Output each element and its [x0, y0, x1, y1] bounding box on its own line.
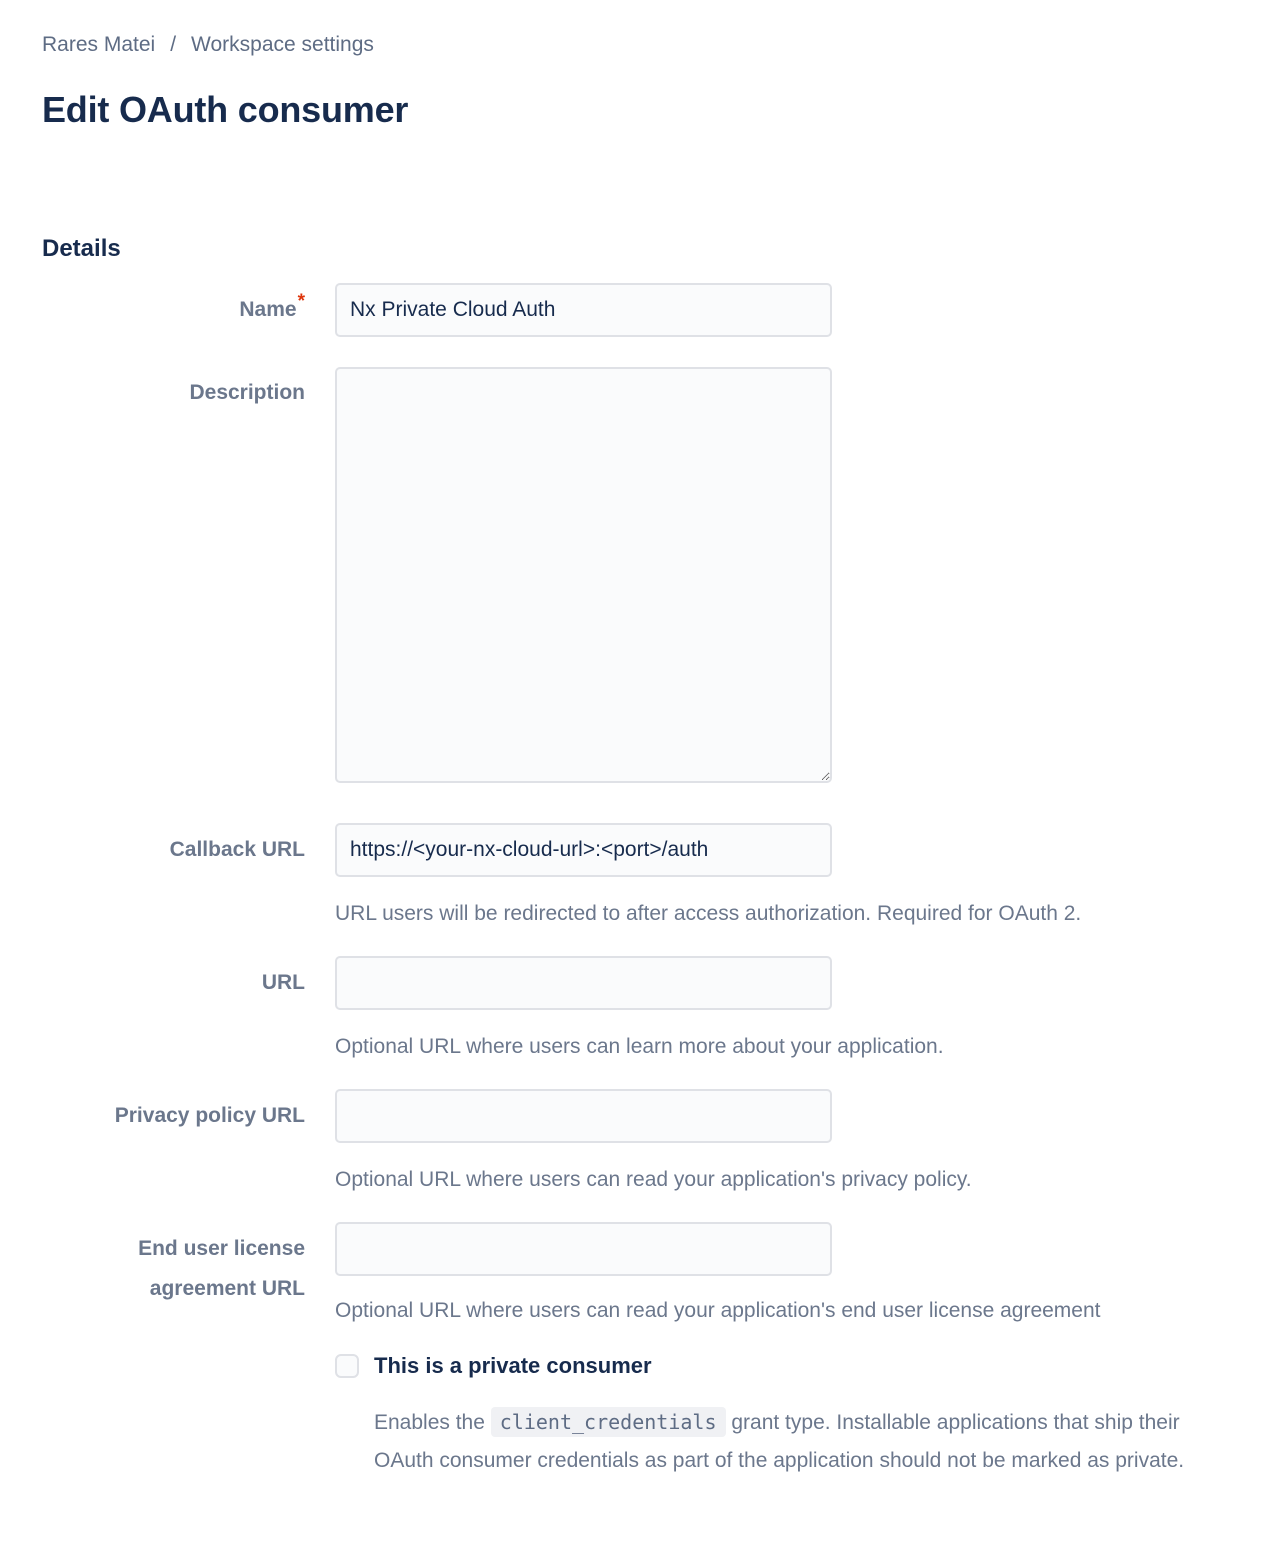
private-consumer-help-suffix: grant type. Installable applications that ship their OAuth consumer credentials as part of the application should not be marked as private. — [374, 1411, 1185, 1472]
eula-url-help: Optional URL where users can read your application's end user license agreement — [335, 1299, 1101, 1322]
privacy-policy-url-control — [335, 1089, 1215, 1192]
callback-url-input[interactable] — [335, 823, 832, 877]
callback-url-help: URL users will be redirected to after access authorization. Required for OAuth 2. — [335, 902, 1082, 925]
callback-url-control — [335, 823, 1215, 926]
required-asterisk: * — [297, 291, 305, 312]
name-label-text: Name — [239, 298, 297, 321]
callback-url-label: Callback URL — [169, 838, 305, 861]
breadcrumb-link-workspace-settings[interactable]: Workspace settings — [191, 33, 374, 56]
privacy-policy-url-field-row — [42, 1089, 1236, 1192]
breadcrumb-separator: / — [170, 33, 177, 56]
eula-url-input[interactable] — [335, 1222, 832, 1276]
private-consumer-help-prefix: Enables the — [374, 1411, 491, 1434]
breadcrumb — [42, 33, 1236, 57]
privacy-policy-url-input[interactable] — [335, 1089, 832, 1143]
private-consumer-checkbox-line[interactable] — [335, 1353, 1215, 1379]
page-title: Edit OAuth consumer — [42, 89, 409, 130]
privacy-policy-url-help: Optional URL where users can read your application's privacy policy. — [335, 1168, 972, 1191]
description-textarea[interactable] — [335, 367, 832, 783]
details-heading: Details — [42, 235, 121, 262]
name-field-row — [42, 283, 1236, 337]
private-consumer-control — [335, 1353, 1215, 1480]
breadcrumb-link-user[interactable]: Rares Matei — [42, 33, 156, 56]
private-consumer-label-spacer — [42, 1353, 305, 1480]
callback-url-field-row — [42, 823, 1236, 926]
oauth-consumer-form — [42, 235, 1236, 1480]
description-label: Description — [189, 381, 305, 404]
private-consumer-row — [42, 1353, 1236, 1480]
description-field-row — [42, 367, 1236, 788]
private-consumer-checkbox-label: This is a private consumer — [374, 1353, 652, 1378]
description-control — [335, 367, 1215, 788]
eula-url-label: End user license agreement URL — [138, 1237, 305, 1300]
name-control — [335, 283, 1215, 337]
url-field-row — [42, 956, 1236, 1059]
url-label: URL — [261, 971, 305, 994]
privacy-policy-url-label: Privacy policy URL — [114, 1104, 305, 1127]
client-credentials-code-chip: client_credentials — [491, 1407, 726, 1437]
url-input[interactable] — [335, 956, 832, 1010]
name-label — [42, 283, 305, 337]
eula-url-field-row — [42, 1222, 1236, 1323]
url-control — [335, 956, 1215, 1059]
eula-url-control — [335, 1222, 1215, 1323]
name-input[interactable] — [335, 283, 832, 337]
private-consumer-checkbox[interactable] — [335, 1354, 359, 1378]
private-consumer-help — [374, 1403, 1215, 1480]
url-help: Optional URL where users can learn more about your application. — [335, 1035, 944, 1058]
